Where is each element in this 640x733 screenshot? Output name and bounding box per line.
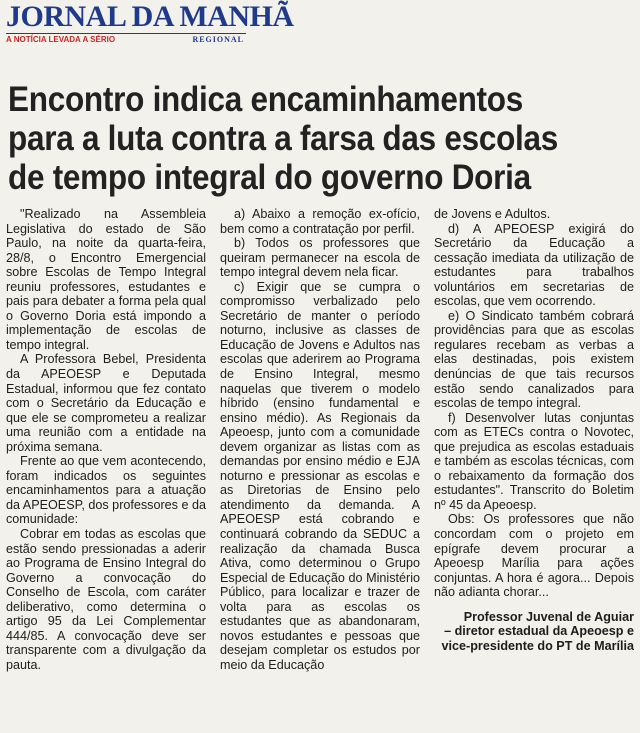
paragraph: Cobrar em todas as escolas que estão sendo pressionadas a aderir ao Programa de Ensino Integral do Governo a convocação do Conselho de Escola, com caráter deliberativo, como determina o artigo 95 da Lei Complementar 444/85. A convocação deve ser transparente com a divulgação da pauta. [6, 527, 206, 672]
author-signature [434, 610, 634, 654]
masthead [6, 0, 294, 46]
paragraph-continuation: de Jovens e Adultos. [434, 207, 551, 221]
newspaper-edition-label: REGIONAL [192, 35, 244, 44]
signature-line: vice-presidente do PT de Marília [441, 638, 634, 653]
paragraph: d) A APEOESP exigirá do Secretário da Educação a cessação imediata da utilização de estudantes para trabalhos voluntários em secretarias de escolas, que vem ocorrendo. [434, 221, 634, 309]
signature-line: Professor Juvenal de Aguiar [463, 609, 634, 624]
headline-line: de tempo integral do governo Doria [8, 158, 531, 197]
newspaper-title: JORNAL DA MANHÃ [6, 0, 294, 33]
article-column-3 [434, 207, 634, 729]
masthead-subline [6, 33, 246, 46]
newspaper-slogan: A NOTÍCIA LEVADA A SÉRIO [6, 35, 116, 44]
paragraph: f) Desenvolver lutas conjuntas com as ETECs contra o Novotec, que prejudica as escolas estaduais e também as escolas técnicas, com o rebaixamento da formação dos estudantes". Transcrito do Boletim nº 45 da Apeoesp. [434, 410, 634, 512]
article-headline [8, 80, 571, 197]
paragraph: b) Todos os professores que queiram permanecer na escola de tempo integral devem nela ficar. [220, 236, 420, 280]
article-column-2 [220, 207, 420, 729]
headline-line: Encontro indica encaminhamentos [8, 80, 523, 119]
paragraph: e) O Sindicato também cobrará providências para que as escolas regulares recebam as verbas a elas destinadas, pois existem denúncias de que tais recursos estão sendo canalizados para escolas de tempo integral. [434, 308, 634, 411]
paragraph: a) Abaixo a remoção ex-ofício, bem como a contratação por perfil. [220, 207, 420, 236]
article-column-1 [6, 207, 206, 729]
paragraph: "Realizado na Assembleia Legislativa do estado de São Paulo, na noite da quarta-feira, 28/8, o Encontro Emergencial sobre Escolas de Tempo Integral reuniu professores, estudantes e pais para debater a forma pela qual o Governo Doria está impondo a implementação de escolas de tempo integral. [6, 207, 206, 352]
signature-line: – diretor estadual da Apeoesp e [444, 624, 634, 639]
headline-line: para a luta contra a farsa das escolas [8, 119, 559, 158]
paragraph: Obs: Os professores que não concordam com o projeto em epígrafe devem procurar a Apeoesp Marília para ações conjuntas. A hora é agora... Depois não adianta chorar... [434, 512, 634, 600]
article-body [6, 207, 634, 729]
paragraph: c) Exigir que se cumpra o compromisso verbalizado pelo Secretário de manter o período noturno, inclusive as classes de Educação de Jovens e Adultos nas escolas que aderirem ao Programa de Ensino Integral, mesmo naquelas que tiverem o modelo híbrido (ensino fundamental e ensino médio). As Regionais da Apeoesp, junto com a comunidade devem organizar as listas com as demandas por ensino médio e EJA noturno e pressionar as escolas e as Diretorias de Ensino pelo atendimento da demanda. A APEOESP está cobrando e continuará cobrando da SEDUC a realização da chamada Busca Ativa, como determinou o Grupo Especial de Educação do Ministério Público, para localizar e trazer de volta para as escolas os estudantes que as abandonaram, novos estudantes e pessoas que desejam completar os estudos por meio da Educação [220, 279, 420, 672]
paragraph: Frente ao que vem acontecendo, foram indicados os seguintes encaminhamentos para a atuação da APEOESP, dos professores e da comunidade: [6, 454, 206, 527]
paragraph: A Professora Bebel, Presidenta da APEOESP e Deputada Estadual, informou que fez contato com o Secretário da Educação e que ele se comprometeu a realizar uma reunião com a entidade na próxima semana. [6, 352, 206, 454]
